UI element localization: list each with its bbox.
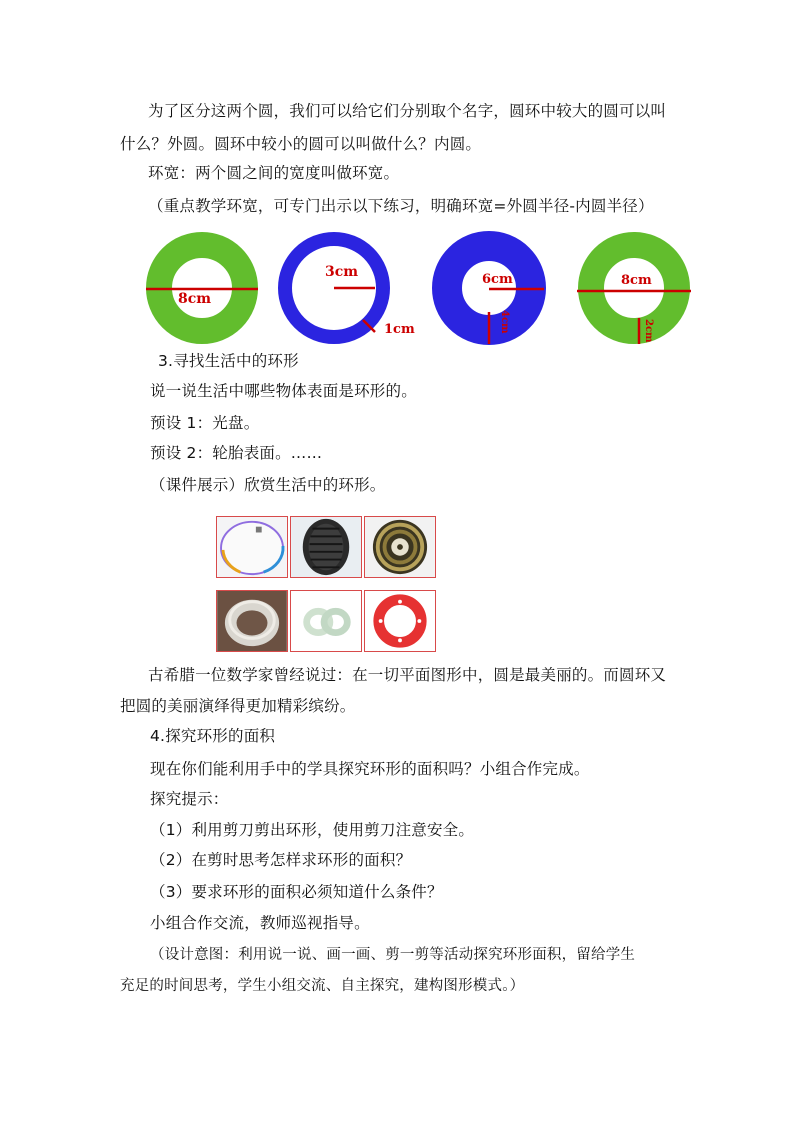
ring-4-outer-diameter-label: 8cm xyxy=(621,273,652,288)
ring-3-inner-radius-label: 6cm xyxy=(482,272,513,287)
ring-2-blue xyxy=(285,239,415,337)
white-rings-image xyxy=(290,590,362,652)
ring-3-blue xyxy=(447,246,544,344)
paragraph-line: 什么？外圆。圆环中较小的圆可以叫做什么？内圆。 xyxy=(120,135,482,153)
ring-1-green xyxy=(146,245,258,331)
paragraph-line: 环宽：两个圆之间的宽度叫做环宽。 xyxy=(148,164,400,182)
ring-diagrams xyxy=(0,228,794,353)
ring-3-width-label: 4cm xyxy=(499,310,510,334)
design-note-line: 充足的时间思考，学生小组交流、自主探究，建构图形模式。） xyxy=(120,978,525,994)
ring-1-diameter-label: 8cm xyxy=(178,291,212,307)
section-title: 3.寻找生活中的环形 xyxy=(158,352,299,370)
section-title: 4.探究环形的面积 xyxy=(150,727,276,745)
ring-2-inner-radius-label: 3cm xyxy=(325,264,359,280)
paragraph-line: 古希腊一位数学家曾经说过：在一切平面图形中，圆是最美丽的。而圆环又 xyxy=(148,666,667,684)
paragraph-line: 说一说生活中哪些物体表面是环形的。 xyxy=(150,382,417,400)
paragraph-line: （课件展示）欣赏生活中的环形。 xyxy=(150,476,386,494)
ring-4-green xyxy=(577,245,691,344)
paragraph-line: 小组合作交流，教师巡视指导。 xyxy=(150,914,370,932)
tip-item: （1）利用剪刀剪出环形，使用剪刀注意安全。 xyxy=(150,821,475,839)
tip-item: （3）要求环形的面积必须知道什么条件？ xyxy=(150,883,443,901)
tip-item: （2）在剪时思考怎样求环形的面积？ xyxy=(150,851,412,869)
paragraph-line: 预设 2：轮胎表面。…… xyxy=(150,444,323,462)
stone-ring-image xyxy=(216,590,288,652)
paragraph-line: 探究提示： xyxy=(150,790,229,808)
hoop-image xyxy=(216,516,288,578)
red-ring-image xyxy=(364,590,436,652)
tire-image xyxy=(290,516,362,578)
ring-2-width-label: 1cm xyxy=(384,322,415,337)
paragraph-line: 现在你们能利用手中的学具探究环形的面积吗？小组合作完成。 xyxy=(150,760,590,778)
paragraph-line: 为了区分这两个圆，我们可以给它们分别取个名字，圆环中较大的圆可以叫 xyxy=(148,102,667,120)
cd-disc-image xyxy=(364,516,436,578)
paragraph-line: （重点教学环宽，可专门出示以下练习，明确环宽=外圆半径-内圆半径） xyxy=(148,197,654,215)
ring-4-width-label: 2cm xyxy=(643,319,654,343)
design-note-line: （设计意图：利用说一说、画一画、剪一剪等活动探究环形面积，留给学生 xyxy=(150,947,636,963)
paragraph-line: 把圆的美丽演绎得更加精彩缤纷。 xyxy=(120,697,356,715)
paragraph-line: 预设 1：光盘。 xyxy=(150,414,260,432)
